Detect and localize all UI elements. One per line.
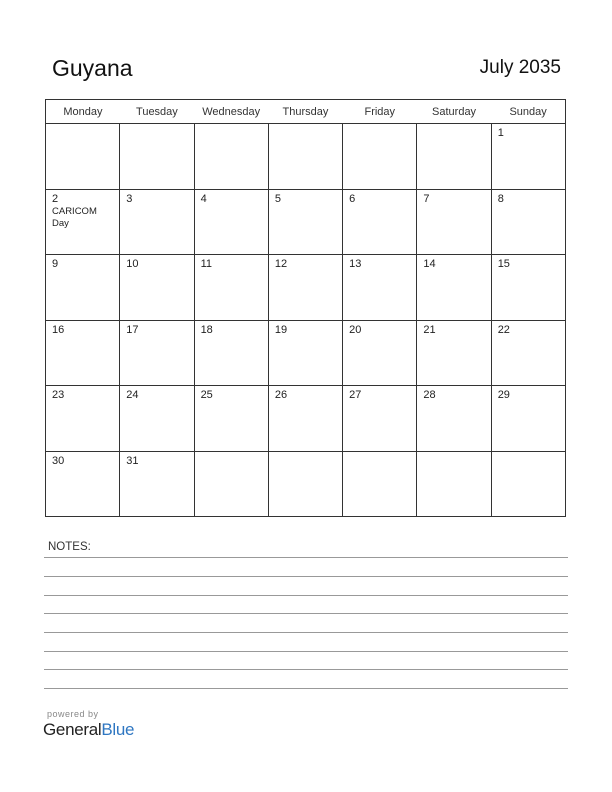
note-line	[44, 669, 568, 670]
day-cell-content	[120, 452, 193, 468]
day-number: 1	[497, 127, 504, 139]
day-cell-content	[46, 190, 119, 230]
day-cell-content	[417, 255, 490, 271]
calendar-day-cell	[194, 124, 268, 190]
calendar-day-cell	[46, 189, 120, 255]
day-cell-content	[46, 321, 119, 337]
powered-by-text: powered by	[47, 709, 99, 719]
day-cell-content	[195, 190, 268, 206]
calendar-day-cell	[343, 255, 417, 321]
note-line	[44, 688, 568, 689]
calendar-day-cell	[491, 451, 565, 517]
calendar-day-cell	[120, 124, 194, 190]
weekday-header: Tuesday	[120, 100, 194, 124]
day-number: 25	[200, 389, 213, 401]
calendar-day-cell	[268, 320, 342, 386]
day-cell-content	[492, 190, 565, 206]
weekday-header: Friday	[343, 100, 417, 124]
day-cell-content	[195, 321, 268, 337]
brand-name-blue: Blue	[101, 720, 135, 739]
note-line	[44, 595, 568, 596]
day-number: 28	[423, 389, 436, 401]
country-title: Guyana	[52, 55, 133, 81]
day-cell-content	[195, 452, 268, 455]
day-cell-content	[195, 124, 268, 127]
calendar-day-cell	[343, 320, 417, 386]
day-cell-content	[120, 321, 193, 337]
day-number: 15	[497, 258, 510, 270]
day-cell-content	[269, 255, 342, 271]
day-cell-content	[269, 452, 342, 455]
day-cell-content	[492, 386, 565, 402]
brand-logo[interactable]	[43, 720, 134, 740]
calendar-day-cell	[46, 124, 120, 190]
day-cell-content	[343, 255, 416, 271]
day-cell-content	[492, 255, 565, 271]
calendar-grid	[45, 99, 566, 517]
day-cell-content	[120, 386, 193, 402]
day-number: 22	[497, 323, 510, 336]
day-number: 3	[126, 192, 133, 205]
calendar-day-cell	[417, 189, 491, 255]
day-cell-content	[46, 386, 119, 402]
note-line	[44, 613, 568, 614]
calendar-day-cell	[268, 451, 342, 517]
calendar-day-cell	[491, 386, 565, 452]
day-cell-content	[417, 321, 490, 337]
day-number: 7	[423, 192, 430, 205]
brand-name-general: General	[43, 720, 102, 739]
day-cell-content	[492, 452, 565, 455]
calendar-day-cell	[120, 189, 194, 255]
note-line	[44, 576, 568, 577]
month-year-title: July 2035	[479, 57, 561, 78]
notes-label: NOTES:	[48, 541, 91, 553]
day-number: 16	[52, 323, 65, 336]
note-line	[44, 651, 568, 652]
calendar-day-cell	[120, 451, 194, 517]
day-cell-content	[417, 190, 490, 206]
calendar-day-cell	[46, 386, 120, 452]
day-cell-content	[343, 386, 416, 402]
calendar-day-cell	[268, 189, 342, 255]
weekday-header: Monday	[46, 100, 120, 124]
calendar-day-cell	[343, 386, 417, 452]
calendar-week-row	[46, 189, 566, 255]
day-cell-content	[46, 124, 119, 127]
weekday-header: Thursday	[268, 100, 342, 124]
day-number: 11	[200, 258, 212, 270]
day-cell-content	[417, 452, 490, 455]
day-cell-content	[343, 124, 416, 127]
calendar-day-cell	[194, 451, 268, 517]
weekday-header-row	[46, 100, 566, 124]
calendar-day-cell	[46, 320, 120, 386]
day-cell-content	[343, 452, 416, 455]
day-cell-content	[195, 255, 268, 271]
calendar-day-cell	[417, 386, 491, 452]
calendar-day-cell	[343, 124, 417, 190]
day-cell-content	[492, 321, 565, 337]
day-number: 24	[126, 389, 139, 401]
day-cell-content	[120, 255, 193, 271]
day-number: 30	[52, 454, 65, 467]
calendar-day-cell	[268, 255, 342, 321]
day-number: 17	[126, 323, 139, 336]
calendar-day-cell	[343, 189, 417, 255]
day-number: 10	[126, 258, 139, 270]
note-line	[44, 557, 568, 558]
day-number: 8	[497, 192, 504, 205]
calendar-day-cell	[417, 255, 491, 321]
calendar-day-cell	[46, 451, 120, 517]
day-number: 19	[274, 323, 288, 336]
day-cell-content	[269, 124, 342, 127]
day-cell-content	[417, 386, 490, 402]
day-number: 6	[349, 192, 356, 205]
calendar-day-cell	[491, 189, 565, 255]
day-cell-content	[492, 124, 565, 140]
calendar-week-row	[46, 451, 566, 517]
day-number: 29	[497, 389, 510, 401]
day-number: 23	[52, 389, 65, 401]
calendar-day-cell	[343, 451, 417, 517]
day-number: 2	[52, 192, 59, 205]
calendar-day-cell	[194, 320, 268, 386]
calendar-day-cell	[417, 124, 491, 190]
calendar-day-cell	[417, 451, 491, 517]
calendar-day-cell	[491, 320, 565, 386]
calendar-week-row	[46, 124, 566, 190]
day-number: 18	[200, 323, 213, 336]
calendar-day-cell	[268, 386, 342, 452]
day-number: 14	[423, 258, 436, 270]
note-line	[44, 632, 568, 633]
day-number: 20	[349, 323, 362, 336]
weekday-header: Wednesday	[194, 100, 268, 124]
day-number: 4	[200, 192, 207, 205]
day-cell-content	[269, 190, 342, 206]
calendar-week-row	[46, 386, 566, 452]
day-number: 26	[274, 389, 288, 401]
day-cell-content	[343, 321, 416, 337]
day-cell-content	[46, 452, 119, 468]
calendar-day-cell	[268, 124, 342, 190]
calendar-day-cell	[120, 320, 194, 386]
day-cell-content	[269, 386, 342, 402]
weekday-header: Sunday	[491, 100, 565, 124]
day-cell-content	[120, 190, 193, 206]
day-number: 21	[423, 323, 436, 336]
calendar-day-cell	[194, 386, 268, 452]
day-number: 12	[274, 258, 288, 270]
day-cell-content	[343, 190, 416, 206]
day-cell-content	[120, 124, 193, 127]
day-cell-content	[417, 124, 490, 127]
calendar-week-row	[46, 255, 566, 321]
calendar-day-cell	[194, 189, 268, 255]
day-number: 9	[52, 258, 59, 270]
calendar-day-cell	[491, 255, 565, 321]
day-number: 27	[349, 389, 362, 401]
day-cell-content	[195, 386, 268, 402]
weekday-header: Saturday	[417, 100, 491, 124]
calendar-day-cell	[46, 255, 120, 321]
day-number: 13	[349, 258, 362, 270]
calendar-week-row	[46, 320, 566, 386]
day-cell-content	[269, 321, 342, 337]
day-number: 31	[126, 454, 139, 467]
calendar-day-cell	[194, 255, 268, 321]
day-number: 5	[274, 192, 281, 205]
holiday-label: CARICOM Day	[52, 205, 97, 229]
calendar-day-cell	[120, 386, 194, 452]
calendar-day-cell	[491, 124, 565, 190]
day-cell-content	[46, 255, 119, 271]
calendar-day-cell	[120, 255, 194, 321]
calendar-day-cell	[417, 320, 491, 386]
